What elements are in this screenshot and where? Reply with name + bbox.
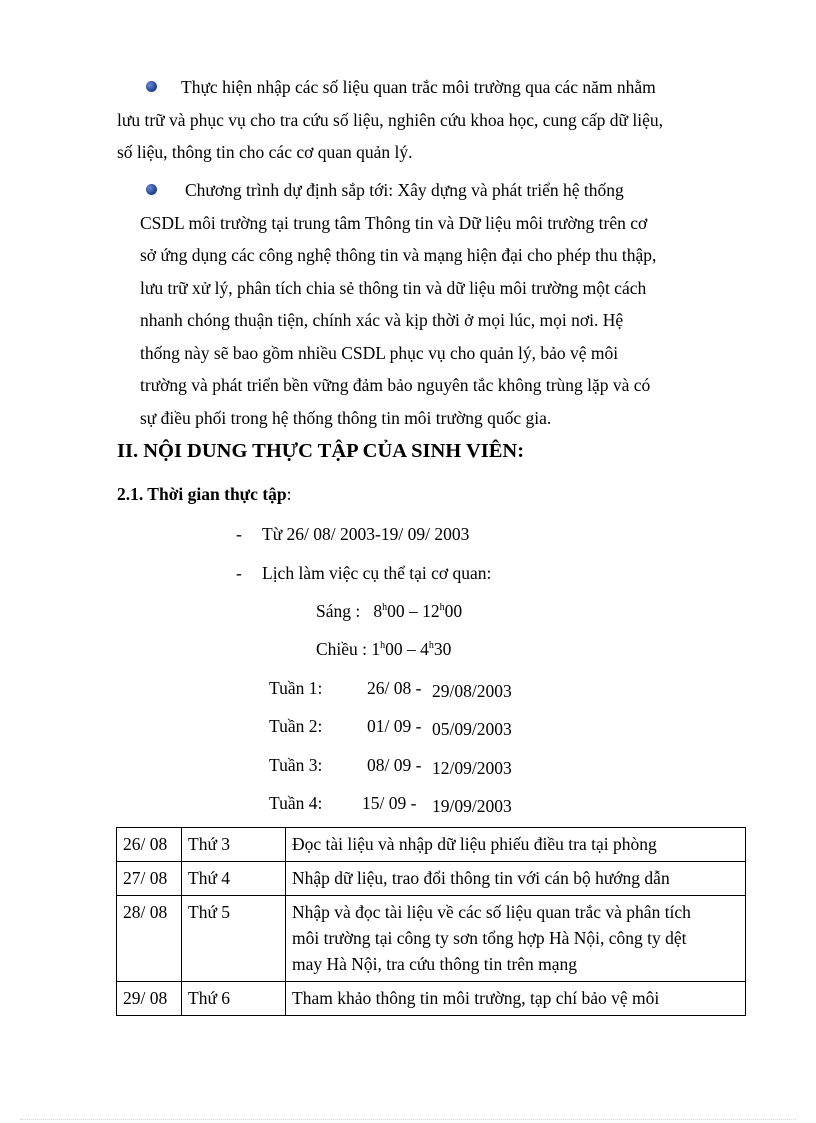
week-to: 29/08/2003 — [432, 681, 512, 701]
hour-superscript: h — [382, 602, 388, 613]
paragraph-line: trường và phát triển bền vững đảm bảo nguyên tắc không trùng lặp và có — [140, 375, 651, 395]
week-label: Tuần 3: — [269, 755, 323, 775]
subsection-heading — [117, 484, 292, 505]
task-line: Đọc tài liệu và nhập dữ liệu phiếu điều tra tại phòng — [292, 834, 657, 854]
subsection-suffix: : — [286, 484, 292, 504]
subsection-title: 2.1. Thời gian thực tập — [117, 484, 287, 504]
page-bottom-divider — [20, 1119, 796, 1120]
paragraph-line: thống này sẽ bao gồm nhiều CSDL phục vụ cho quản lý, bảo vệ môi — [140, 342, 619, 363]
task-cell — [286, 828, 746, 862]
afternoon-label: Chiều : — [316, 639, 368, 659]
week-to: 12/09/2003 — [432, 758, 512, 778]
morning-start-minute: 00 — [387, 601, 405, 621]
dash-marker: - — [236, 563, 242, 583]
date-cell: 29/ 08 — [117, 982, 182, 1016]
day-cell: Thứ 4 — [182, 862, 286, 896]
date-cell: 28/ 08 — [117, 896, 182, 982]
task-line: Tham khảo thông tin môi trường, tạp chí bảo vệ môi — [292, 988, 660, 1008]
week-from: 26/ 08 - — [367, 678, 422, 698]
paragraph-line: Thực hiện nhập các số liệu quan trắc môi trường qua các năm nhằm — [181, 77, 656, 97]
bullet-paragraph-1 — [117, 71, 717, 169]
section-heading: II. NỘI DUNG THỰC TẬP CỦA SINH VIÊN: — [117, 440, 525, 462]
afternoon-hours — [316, 639, 451, 660]
task-cell — [286, 896, 746, 982]
hour-superscript: h — [439, 602, 445, 613]
range-separator: – — [409, 601, 418, 621]
bullet-paragraph-2 — [140, 174, 718, 434]
week-from: 01/ 09 - — [367, 716, 422, 736]
afternoon-start-hour: 1 — [371, 639, 381, 659]
task-line: Nhập và đọc tài liệu về các số liệu quan trắc và phân tích — [292, 902, 691, 922]
week-to: 19/09/2003 — [432, 796, 512, 816]
afternoon-start-minute: 00 — [385, 639, 403, 659]
paragraph-line: sự điều phối trong hệ thống thông tin môi trường quốc gia. — [140, 407, 552, 428]
paragraph-line: lưu trữ và phục vụ cho tra cứu số liệu, nghiên cứu khoa học, cung cấp dữ liệu, — [117, 109, 664, 130]
paragraph-line: sở ứng dụng các công nghệ thông tin và mạng hiện đại cho phép thu thập, — [140, 245, 657, 265]
task-cell — [286, 862, 746, 896]
paragraph-line: CSDL môi trường tại trung tâm Thông tin và Dữ liệu môi trường trên cơ — [140, 212, 648, 233]
table-row — [117, 862, 746, 896]
paragraph-line: nhanh chóng thuận tiện, chính xác và kịp thời ở mọi lúc, mọi nơi. Hệ — [140, 310, 624, 330]
task-line: môi trường tại công ty sơn tổng hợp Hà Nội, công ty dệt — [292, 928, 687, 948]
range-separator: – — [407, 639, 416, 659]
table-row — [117, 828, 746, 862]
week-from: 15/ 09 - — [362, 793, 417, 813]
schedule-intro-text: Lịch làm việc cụ thể tại cơ quan: — [262, 563, 492, 583]
day-cell: Thứ 5 — [182, 896, 286, 982]
week-to: 05/09/2003 — [432, 719, 512, 739]
task-line: may Hà Nội, tra cứu thông tin trên mạng — [292, 954, 578, 974]
hour-superscript: h — [428, 640, 434, 651]
period-text: Từ 26/ 08/ 2003-19/ 09/ 2003 — [262, 524, 470, 544]
table-row — [117, 982, 746, 1016]
table-row — [117, 896, 746, 982]
morning-end-hour: 12 — [422, 601, 440, 621]
week-from: 08/ 09 - — [367, 755, 422, 775]
schedule-table — [116, 827, 746, 1016]
morning-end-minute: 00 — [444, 601, 463, 621]
morning-hours — [316, 601, 462, 622]
day-cell: Thứ 3 — [182, 828, 286, 862]
afternoon-end-minute: 30 — [433, 639, 452, 659]
paragraph-line: Chương trình dự định sắp tới: Xây dựng và phát triển hệ thống — [185, 180, 624, 200]
week-label: Tuần 1: — [269, 678, 323, 698]
date-cell: 26/ 08 — [117, 828, 182, 862]
morning-start-hour: 8 — [373, 601, 383, 621]
hour-superscript: h — [380, 640, 386, 651]
morning-label: Sáng : — [316, 601, 361, 621]
task-cell — [286, 982, 746, 1016]
dash-marker: - — [236, 524, 242, 544]
day-cell: Thứ 6 — [182, 982, 286, 1016]
week-label: Tuần 4: — [269, 793, 323, 813]
week-label: Tuần 2: — [269, 716, 323, 736]
paragraph-line: lưu trữ xử lý, phân tích chia sẻ thông tin và dữ liệu môi trường một cách — [140, 277, 647, 298]
afternoon-end-hour: 4 — [420, 639, 429, 659]
task-line: Nhập dữ liệu, trao đổi thông tin với cán bộ hướng dẫn — [292, 868, 670, 888]
date-cell: 27/ 08 — [117, 862, 182, 896]
paragraph-line: số liệu, thông tin cho các cơ quan quản lý. — [117, 142, 413, 162]
